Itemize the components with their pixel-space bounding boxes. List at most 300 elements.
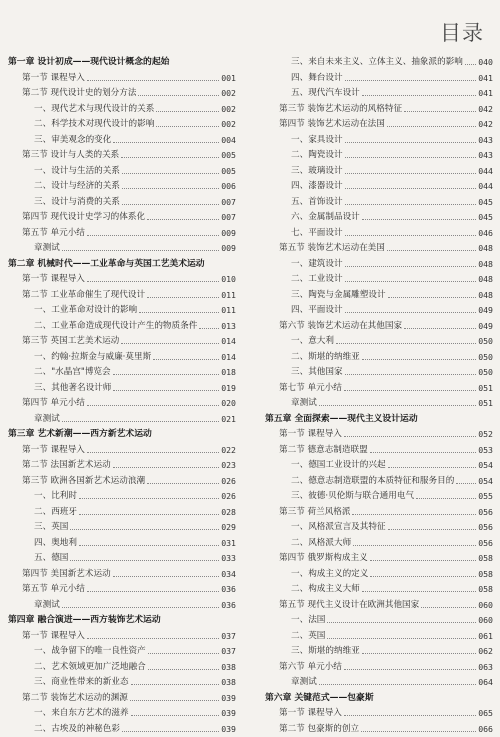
toc-entry-title: 第四节 单元小结	[22, 396, 85, 412]
toc-entry	[265, 505, 493, 521]
toc-entry-title: 二、西班牙	[34, 505, 77, 521]
toc-entry	[265, 644, 493, 660]
toc-entry	[8, 412, 236, 428]
toc-entry-title: 二、古埃及的神秘色彩	[34, 722, 120, 737]
toc-page-number: 041	[478, 71, 493, 87]
toc-page-number: 056	[478, 536, 493, 552]
toc-leader-dots	[121, 343, 219, 344]
toc-page-number: 055	[478, 489, 493, 505]
toc-leader-dots	[148, 653, 219, 654]
toc-leader-dots	[362, 219, 476, 220]
toc-entry	[265, 117, 493, 133]
toc-page-number: 026	[221, 474, 236, 490]
toc-entry	[265, 427, 493, 443]
toc-leader-dots	[344, 669, 476, 670]
toc-entry	[265, 629, 493, 645]
toc-leader-dots	[139, 312, 219, 313]
toc-page-number: 045	[478, 195, 493, 211]
toc-entry-title: 第五节 单元小结	[22, 582, 85, 598]
toc-page-number: 010	[221, 272, 236, 288]
toc-entry-title: 一、战争留下的唯一良性资产	[34, 644, 146, 660]
toc-page-number: 011	[221, 288, 236, 304]
toc-leader-dots	[122, 188, 219, 189]
toc-entry-title: 二、英国	[291, 629, 325, 645]
toc-leader-dots	[113, 142, 219, 143]
toc-page-number: 058	[478, 551, 493, 567]
toc-entry	[8, 133, 236, 149]
toc-entry	[8, 706, 236, 722]
toc-entry-title: 五、德国	[34, 551, 68, 567]
toc-entry	[265, 241, 493, 257]
toc-entry-title: 二、科学技术对现代设计的影响	[34, 117, 154, 133]
toc-page-number: 060	[478, 613, 493, 629]
toc-entry	[265, 319, 493, 335]
toc-entry-title: 一、建筑设计	[291, 257, 343, 273]
toc-chapter-heading	[265, 412, 493, 428]
toc-leader-dots	[113, 467, 220, 468]
toc-leader-dots	[79, 545, 219, 546]
toc-page-number: 066	[478, 722, 493, 737]
toc-entry-title: 五、首饰设计	[291, 195, 343, 211]
toc-leader-dots	[327, 638, 476, 639]
toc-page-number: 043	[478, 133, 493, 149]
toc-entry	[265, 86, 493, 102]
toc-leader-dots	[62, 421, 219, 422]
toc-page-number: 014	[221, 350, 236, 366]
toc-leader-dots	[404, 328, 476, 329]
toc-leader-dots	[199, 328, 219, 329]
toc-leader-dots	[388, 467, 477, 468]
toc-page-number: 041	[478, 86, 493, 102]
toc-leader-dots	[345, 173, 477, 174]
toc-page-number: 029	[221, 520, 236, 536]
toc-page-number: 053	[478, 443, 493, 459]
toc-leader-dots	[79, 498, 219, 499]
toc-entry	[265, 458, 493, 474]
toc-leader-dots	[345, 281, 477, 282]
toc-chapter-heading	[265, 691, 493, 707]
toc-leader-dots	[353, 545, 476, 546]
toc-leader-dots	[319, 405, 476, 406]
toc-leader-dots	[147, 483, 219, 484]
toc-entry	[265, 272, 493, 288]
toc-entry	[8, 582, 236, 598]
toc-page-number: 011	[221, 303, 236, 319]
toc-entry-title: 第二节 德意志制造联盟	[279, 443, 368, 459]
toc-entry-title: 第一节 课程导入	[279, 427, 342, 443]
toc-page-number: 039	[221, 706, 236, 722]
toc-page-number: 042	[478, 117, 493, 133]
toc-entry-title: 第三章 艺术新潮——西方新艺术运动	[8, 427, 152, 443]
toc-column-right	[265, 55, 493, 737]
toc-entry	[265, 257, 493, 273]
toc-entry	[265, 489, 493, 505]
toc-entry	[265, 660, 493, 676]
toc-entry-title: 第一节 课程导入	[22, 629, 85, 645]
toc-leader-dots	[345, 235, 477, 236]
toc-entry-title: 第二章 机械时代——工业革命与英国工艺美术运动	[8, 257, 205, 273]
toc-page-number: 039	[221, 691, 236, 707]
toc-entry-title: 一、设计与生活的关系	[34, 164, 120, 180]
toc-entry-title: 二、设计与经济的关系	[34, 179, 120, 195]
toc-page-number: 026	[221, 489, 236, 505]
toc-entry	[265, 706, 493, 722]
toc-leader-dots	[148, 669, 219, 670]
toc-entry-title: 第四章 融合演进——西方装饰艺术运动	[8, 613, 161, 629]
toc-entry	[8, 350, 236, 366]
toc-page-number: 006	[221, 179, 236, 195]
toc-page-number: 061	[478, 629, 493, 645]
toc-page-number: 022	[221, 443, 236, 459]
toc-page-number: 046	[478, 226, 493, 242]
toc-leader-dots	[62, 607, 219, 608]
toc-entry-title: 三、彼德·贝伦斯与联合通用电气	[291, 489, 414, 505]
toc-entry-title: 一、比利时	[34, 489, 77, 505]
toc-entry-title: 二、工业革命造成现代设计产生的物质条件	[34, 319, 197, 335]
toc-entry	[8, 210, 236, 226]
toc-leader-dots	[87, 80, 219, 81]
toc-entry	[8, 691, 236, 707]
toc-page-number: 033	[221, 551, 236, 567]
toc-entry	[265, 675, 493, 691]
toc-entry-title: 章测试	[291, 675, 317, 691]
toc-leader-dots	[388, 529, 477, 530]
toc-entry-title: 一、意大利	[291, 334, 334, 350]
toc-entry	[265, 520, 493, 536]
toc-leader-dots	[370, 452, 477, 453]
toc-leader-dots	[153, 359, 219, 360]
toc-leader-dots	[336, 343, 476, 344]
toc-page-number: 019	[221, 381, 236, 397]
toc-entry	[265, 210, 493, 226]
toc-page-number: 056	[478, 520, 493, 536]
toc-entry	[8, 396, 236, 412]
toc-leader-dots	[387, 250, 476, 251]
toc-leader-dots	[87, 235, 219, 236]
toc-entry-title: 四、漆器设计	[291, 179, 343, 195]
toc-entry	[265, 334, 493, 350]
toc-leader-dots	[465, 64, 476, 65]
toc-page-number: 007	[221, 210, 236, 226]
toc-leader-dots	[416, 498, 476, 499]
toc-page-number: 037	[221, 644, 236, 660]
toc-page-number: 005	[221, 148, 236, 164]
toc-page-number: 048	[478, 257, 493, 273]
toc-entry-title: 三、审美观念的变化	[34, 133, 111, 149]
toc-entry	[8, 117, 236, 133]
toc-page-number: 013	[221, 319, 236, 335]
toc-page-number: 048	[478, 288, 493, 304]
toc-entry	[265, 598, 493, 614]
toc-leader-dots	[361, 731, 476, 732]
toc-page-number: 036	[221, 598, 236, 614]
toc-leader-dots	[456, 483, 476, 484]
toc-leader-dots	[70, 560, 219, 561]
toc-entry	[265, 226, 493, 242]
toc-entry-title: 第五章 全面探索——现代主义设计运动	[265, 412, 418, 428]
toc-entry	[265, 195, 493, 211]
toc-page-number: 054	[478, 474, 493, 490]
toc-entry	[8, 102, 236, 118]
toc-entry-title: 第四节 现代设计史学习的体系化	[22, 210, 145, 226]
toc-entry-title: 一、法国	[291, 613, 325, 629]
toc-leader-dots	[345, 266, 477, 267]
toc-entry-title: 二、"水晶宫"博览会	[34, 365, 111, 381]
toc-entry-title: 第三节 装饰艺术运动的风格特征	[279, 102, 402, 118]
toc-entry-title: 一、工业革命对设计的影响	[34, 303, 137, 319]
toc-leader-dots	[147, 219, 219, 220]
toc-leader-dots	[122, 731, 219, 732]
toc-leader-dots	[362, 591, 476, 592]
toc-entry-title: 三、来自未来主义、立体主义、抽象派的影响	[291, 55, 463, 71]
toc-entry-title: 三、其他著名设计师	[34, 381, 111, 397]
toc-page-number: 034	[221, 567, 236, 583]
toc-entry-title: 章测试	[291, 396, 317, 412]
toc-entry	[8, 272, 236, 288]
toc-entry-title: 第一节 课程导入	[22, 71, 85, 87]
toc-entry	[8, 660, 236, 676]
toc-entry	[8, 505, 236, 521]
toc-page-number: 042	[478, 102, 493, 118]
toc-entry-title: 第四节 美国新艺术运动	[22, 567, 111, 583]
toc-entry	[8, 551, 236, 567]
toc-page-number: 049	[478, 303, 493, 319]
toc-entry-title: 第一节 课程导入	[22, 272, 85, 288]
toc-entry-title: 章测试	[34, 241, 60, 257]
toc-chapter-heading	[8, 257, 236, 273]
toc-leader-dots	[79, 514, 219, 515]
toc-leader-dots	[344, 715, 476, 716]
toc-leader-dots	[138, 95, 219, 96]
toc-column-left	[8, 55, 236, 737]
toc-leader-dots	[362, 653, 476, 654]
toc-leader-dots	[113, 390, 219, 391]
toc-entry-title: 三、玻璃设计	[291, 164, 343, 180]
toc-leader-dots	[387, 126, 476, 127]
toc-page-number: 058	[478, 582, 493, 598]
toc-entry	[265, 365, 493, 381]
toc-page-number: 014	[221, 334, 236, 350]
toc-page-number: 065	[478, 706, 493, 722]
toc-leader-dots	[345, 188, 477, 189]
toc-entry	[265, 536, 493, 552]
page-title: 目录	[440, 17, 484, 47]
toc-entry-title: 第四节 装饰艺术运动在法国	[279, 117, 385, 133]
toc-entry	[8, 443, 236, 459]
toc-page-number: 050	[478, 334, 493, 350]
toc-page-number: 002	[221, 117, 236, 133]
toc-entry-title: 一、现代艺术与现代设计的关系	[34, 102, 154, 118]
toc-entry	[265, 288, 493, 304]
toc-entry	[8, 226, 236, 242]
toc-entry-title: 七、平面设计	[291, 226, 343, 242]
toc-entry	[8, 319, 236, 335]
toc-leader-dots	[62, 250, 219, 251]
toc-entry-title: 第三节 荷兰风格派	[279, 505, 350, 521]
toc-page-number: 031	[221, 536, 236, 552]
toc-leader-dots	[87, 405, 219, 406]
toc-chapter-heading	[8, 55, 236, 71]
toc-leader-dots	[370, 576, 476, 577]
toc-page-number: 054	[478, 458, 493, 474]
toc-page-number: 048	[478, 241, 493, 257]
toc-entry-title: 二、斯堪的纳维亚	[291, 350, 360, 366]
toc-page-number: 023	[221, 458, 236, 474]
toc-entry	[265, 613, 493, 629]
toc-entry	[265, 474, 493, 490]
toc-leader-dots	[345, 312, 477, 313]
toc-entry-title: 第二节 法国新艺术运动	[22, 458, 111, 474]
toc-entry-title: 章测试	[34, 412, 60, 428]
toc-entry-title: 第三节 欧洲各国新艺术运动浪潮	[22, 474, 145, 490]
toc-entry-title: 一、家具设计	[291, 133, 343, 149]
toc-page-number: 018	[221, 365, 236, 381]
toc-leader-dots	[344, 436, 476, 437]
toc-entry-title: 一、风格派宣言及其特征	[291, 520, 386, 536]
toc-entry	[265, 164, 493, 180]
toc-entry	[8, 179, 236, 195]
toc-entry	[8, 71, 236, 87]
toc-leader-dots	[87, 638, 219, 639]
toc-entry	[265, 55, 493, 71]
toc-entry-title: 第一章 设计初成——现代设计概念的起始	[8, 55, 169, 71]
toc-entry	[8, 365, 236, 381]
toc-entry	[265, 443, 493, 459]
toc-leader-dots	[147, 297, 219, 298]
toc-entry-title: 五、现代汽车设计	[291, 86, 360, 102]
toc-entry	[265, 303, 493, 319]
toc-entry-title: 三、其他国家	[291, 365, 343, 381]
toc-entry	[8, 567, 236, 583]
toc-entry-title: 第二节 装饰艺术运动的渊源	[22, 691, 128, 707]
toc-entry-title: 二、构成主义大师	[291, 582, 360, 598]
toc-leader-dots	[131, 715, 220, 716]
toc-leader-dots	[121, 157, 219, 158]
toc-entry	[8, 164, 236, 180]
toc-leader-dots	[156, 126, 219, 127]
toc-entry	[8, 722, 236, 737]
toc-entry	[8, 148, 236, 164]
toc-page-number: 002	[221, 86, 236, 102]
toc-entry	[265, 381, 493, 397]
toc-leader-dots	[327, 622, 476, 623]
toc-entry	[8, 629, 236, 645]
toc-entry-title: 第二节 现代设计史的划分方法	[22, 86, 136, 102]
toc-entry-title: 四、平面设计	[291, 303, 343, 319]
toc-chapter-heading	[8, 613, 236, 629]
toc-entry	[265, 179, 493, 195]
toc-entry	[265, 148, 493, 164]
toc-leader-dots	[362, 359, 476, 360]
toc-leader-dots	[113, 374, 220, 375]
toc-entry	[265, 396, 493, 412]
toc-entry-title: 第一节 课程导入	[279, 706, 342, 722]
toc-entry	[8, 520, 236, 536]
toc-entry-title: 二、风格派大师	[291, 536, 351, 552]
toc-page-number: 036	[221, 582, 236, 598]
toc-entry	[265, 567, 493, 583]
toc-page-number: 007	[221, 195, 236, 211]
toc-leader-dots	[421, 607, 476, 608]
toc-entry-title: 第二节 工业革命催生了现代设计	[22, 288, 145, 304]
toc-leader-dots	[362, 95, 476, 96]
toc-entry	[8, 86, 236, 102]
toc-page-number: 060	[478, 598, 493, 614]
toc-leader-dots	[131, 684, 220, 685]
toc-entry	[8, 195, 236, 211]
toc-leader-dots	[345, 142, 477, 143]
toc-entry-title: 二、德意志制造联盟的本质特征和服务目的	[291, 474, 454, 490]
toc-entry-title: 四、舞台设计	[291, 71, 343, 87]
toc-leader-dots	[130, 700, 219, 701]
toc-leader-dots	[345, 157, 477, 158]
toc-page-number: 038	[221, 660, 236, 676]
toc-entry-title: 第六节 装饰艺术运动在其他国家	[279, 319, 402, 335]
toc-entry-title: 二、陶瓷设计	[291, 148, 343, 164]
toc-leader-dots	[87, 591, 219, 592]
toc-page-number: 051	[478, 381, 493, 397]
toc-entry-title: 第三节 设计与人类的关系	[22, 148, 119, 164]
toc-page-number: 064	[478, 675, 493, 691]
toc-entry-title: 第七节 单元小结	[279, 381, 342, 397]
toc-entry	[265, 582, 493, 598]
toc-entry	[8, 303, 236, 319]
toc-entry-title: 一、德国工业设计的兴起	[291, 458, 386, 474]
toc-entry-title: 第六节 单元小结	[279, 660, 342, 676]
toc-page-number: 050	[478, 365, 493, 381]
toc-page-number: 052	[478, 427, 493, 443]
toc-leader-dots	[345, 204, 477, 205]
toc-entry	[265, 722, 493, 737]
toc-entry	[8, 288, 236, 304]
toc-page-number: 044	[478, 179, 493, 195]
toc-entry-title: 第五节 装饰艺术运动在美国	[279, 241, 385, 257]
toc-page-number: 028	[221, 505, 236, 521]
toc-page-number: 051	[478, 396, 493, 412]
toc-entry-title: 第五节 单元小结	[22, 226, 85, 242]
toc-chapter-heading	[8, 427, 236, 443]
toc-entry	[265, 71, 493, 87]
toc-entry-title: 第二节 包豪斯的创立	[279, 722, 359, 737]
toc-leader-dots	[388, 297, 477, 298]
toc-page-number: 056	[478, 505, 493, 521]
toc-entry-title: 第三节 英国工艺美术运动	[22, 334, 119, 350]
toc-entry	[265, 133, 493, 149]
toc-entry	[265, 551, 493, 567]
toc-page-number: 020	[221, 396, 236, 412]
toc-entry	[8, 241, 236, 257]
toc-entry	[8, 381, 236, 397]
toc-leader-dots	[156, 111, 219, 112]
toc-entry-title: 三、斯堪的纳维亚	[291, 644, 360, 660]
toc-page-number: 043	[478, 148, 493, 164]
toc-entry	[8, 489, 236, 505]
toc-leader-dots	[370, 560, 477, 561]
toc-leader-dots	[404, 111, 476, 112]
toc-entry-title: 第四节 俄罗斯构成主义	[279, 551, 368, 567]
toc-entry	[8, 474, 236, 490]
toc-page-number: 038	[221, 675, 236, 691]
toc-entry-title: 第一节 课程导入	[22, 443, 85, 459]
toc-page-number: 039	[221, 722, 236, 737]
toc-page-number: 009	[221, 241, 236, 257]
toc-entry-title: 四、奥地利	[34, 536, 77, 552]
toc-entry	[8, 598, 236, 614]
toc-entry-title: 章测试	[34, 598, 60, 614]
toc-page-number: 037	[221, 629, 236, 645]
toc-leader-dots	[122, 204, 219, 205]
toc-leader-dots	[113, 576, 220, 577]
